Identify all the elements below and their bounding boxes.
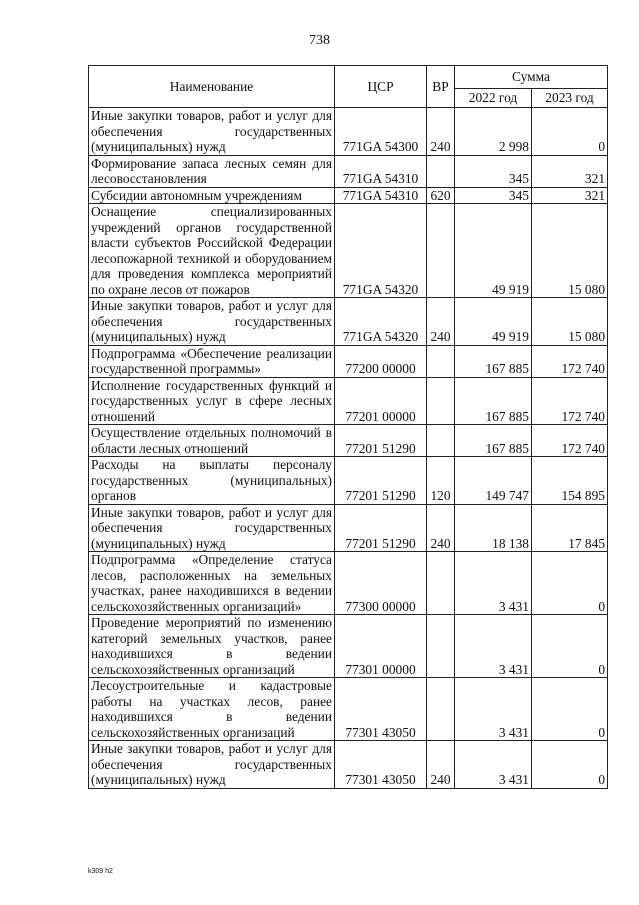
row-name: Оснащение специализированных учреждений органов государственной власти субъектов Российской Федерации лесопожарной техникой и оборудованием для проведения комплекса мероприятий по охране лесов от пожаров xyxy=(89,204,335,298)
row-sum-2022: 149 747 xyxy=(455,457,532,505)
row-vr xyxy=(427,678,455,741)
row-sum-2022: 2 998 xyxy=(455,108,532,156)
row-csr: 771GA 54310 xyxy=(335,155,427,187)
header-csr: ЦСР xyxy=(335,66,427,108)
row-sum-2023: 321 xyxy=(532,187,608,204)
row-sum-2022: 3 431 xyxy=(455,552,532,615)
row-csr: 77301 00000 xyxy=(335,615,427,678)
row-sum-2022: 345 xyxy=(455,187,532,204)
table-row xyxy=(89,615,608,678)
row-sum-2023: 15 080 xyxy=(532,204,608,298)
row-name: Иные закупки товаров, работ и услуг для обеспечения государственных (муниципальных) нужд xyxy=(89,504,335,552)
header-year-2023: 2023 год xyxy=(532,89,608,108)
table-row xyxy=(89,425,608,457)
table-row xyxy=(89,155,608,187)
table-row xyxy=(89,552,608,615)
row-vr xyxy=(427,204,455,298)
table-body xyxy=(89,108,608,789)
row-name: Субсидии автономным учреждениям xyxy=(89,187,335,204)
row-sum-2023: 0 xyxy=(532,678,608,741)
row-vr: 240 xyxy=(427,504,455,552)
row-sum-2023: 0 xyxy=(532,108,608,156)
row-sum-2023: 321 xyxy=(532,155,608,187)
header-vr: ВР xyxy=(427,66,455,108)
footer-code: k309 h2 xyxy=(88,868,113,875)
row-name: Подпрограмма «Обеспечение реализации государственной программы» xyxy=(89,345,335,377)
row-name: Иные закупки товаров, работ и услуг для обеспечения государственных (муниципальных) нужд xyxy=(89,741,335,789)
row-name: Иные закупки товаров, работ и услуг для обеспечения государственных (муниципальных) нужд xyxy=(89,298,335,346)
row-csr: 77201 51290 xyxy=(335,425,427,457)
row-csr: 77301 43050 xyxy=(335,678,427,741)
table-row xyxy=(89,504,608,552)
row-sum-2022: 18 138 xyxy=(455,504,532,552)
row-csr: 77201 00000 xyxy=(335,377,427,425)
row-name: Расходы на выплаты персоналу государственных (муниципальных) органов xyxy=(89,457,335,505)
row-name: Подпрограмма «Определение статуса лесов, расположенных на земельных участках, ранее находившихся в ведении сельскохозяйственных организаций» xyxy=(89,552,335,615)
row-csr: 771GA 54320 xyxy=(335,298,427,346)
row-vr: 620 xyxy=(427,187,455,204)
table-row xyxy=(89,457,608,505)
page-number: 738 xyxy=(309,33,330,48)
row-csr: 77200 00000 xyxy=(335,345,427,377)
row-csr: 771GA 54310 xyxy=(335,187,427,204)
row-vr: 240 xyxy=(427,298,455,346)
table-row xyxy=(89,678,608,741)
row-vr: 240 xyxy=(427,108,455,156)
row-sum-2023: 172 740 xyxy=(532,345,608,377)
row-name: Иные закупки товаров, работ и услуг для обеспечения государственных (муниципальных) нужд xyxy=(89,108,335,156)
row-sum-2022: 3 431 xyxy=(455,678,532,741)
row-sum-2023: 0 xyxy=(532,741,608,789)
row-vr xyxy=(427,425,455,457)
row-sum-2022: 167 885 xyxy=(455,377,532,425)
row-name: Проведение мероприятий по изменению категорий земельных участков, ранее находившихся в ведении сельскохозяйственных организаций xyxy=(89,615,335,678)
row-sum-2022: 345 xyxy=(455,155,532,187)
row-csr: 771GA 54300 xyxy=(335,108,427,156)
table-row xyxy=(89,204,608,298)
row-sum-2023: 172 740 xyxy=(532,425,608,457)
table-row xyxy=(89,377,608,425)
table-header xyxy=(89,66,608,108)
budget-table xyxy=(88,65,608,789)
row-vr xyxy=(427,345,455,377)
table-row xyxy=(89,345,608,377)
row-vr: 240 xyxy=(427,741,455,789)
header-name: Наименование xyxy=(89,66,335,108)
row-vr xyxy=(427,615,455,678)
row-name: Осуществление отдельных полномочий в области лесных отношений xyxy=(89,425,335,457)
row-sum-2023: 154 895 xyxy=(532,457,608,505)
table-row xyxy=(89,108,608,156)
row-sum-2022: 3 431 xyxy=(455,741,532,789)
row-name: Лесоустроительные и кадастровые работы на участках лесов, ранее находившихся в ведении сельскохозяйственных организаций xyxy=(89,678,335,741)
row-vr xyxy=(427,155,455,187)
row-sum-2022: 167 885 xyxy=(455,345,532,377)
row-sum-2023: 17 845 xyxy=(532,504,608,552)
row-name: Формирование запаса лесных семян для лесовосстановления xyxy=(89,155,335,187)
row-sum-2022: 49 919 xyxy=(455,204,532,298)
header-year-2022: 2022 год xyxy=(455,89,532,108)
header-sum: Сумма xyxy=(455,66,608,89)
row-sum-2022: 167 885 xyxy=(455,425,532,457)
row-vr: 120 xyxy=(427,457,455,505)
row-vr xyxy=(427,552,455,615)
row-csr: 77201 51290 xyxy=(335,457,427,505)
row-csr: 77301 43050 xyxy=(335,741,427,789)
row-sum-2023: 15 080 xyxy=(532,298,608,346)
row-csr: 77201 51290 xyxy=(335,504,427,552)
row-sum-2022: 49 919 xyxy=(455,298,532,346)
row-sum-2023: 172 740 xyxy=(532,377,608,425)
table-row xyxy=(89,298,608,346)
table-row xyxy=(89,187,608,204)
row-sum-2023: 0 xyxy=(532,552,608,615)
row-csr: 77300 00000 xyxy=(335,552,427,615)
table-row xyxy=(89,741,608,789)
row-vr xyxy=(427,377,455,425)
row-name: Исполнение государственных функций и государственных услуг в сфере лесных отношений xyxy=(89,377,335,425)
row-sum-2022: 3 431 xyxy=(455,615,532,678)
row-csr: 771GA 54320 xyxy=(335,204,427,298)
row-sum-2023: 0 xyxy=(532,615,608,678)
